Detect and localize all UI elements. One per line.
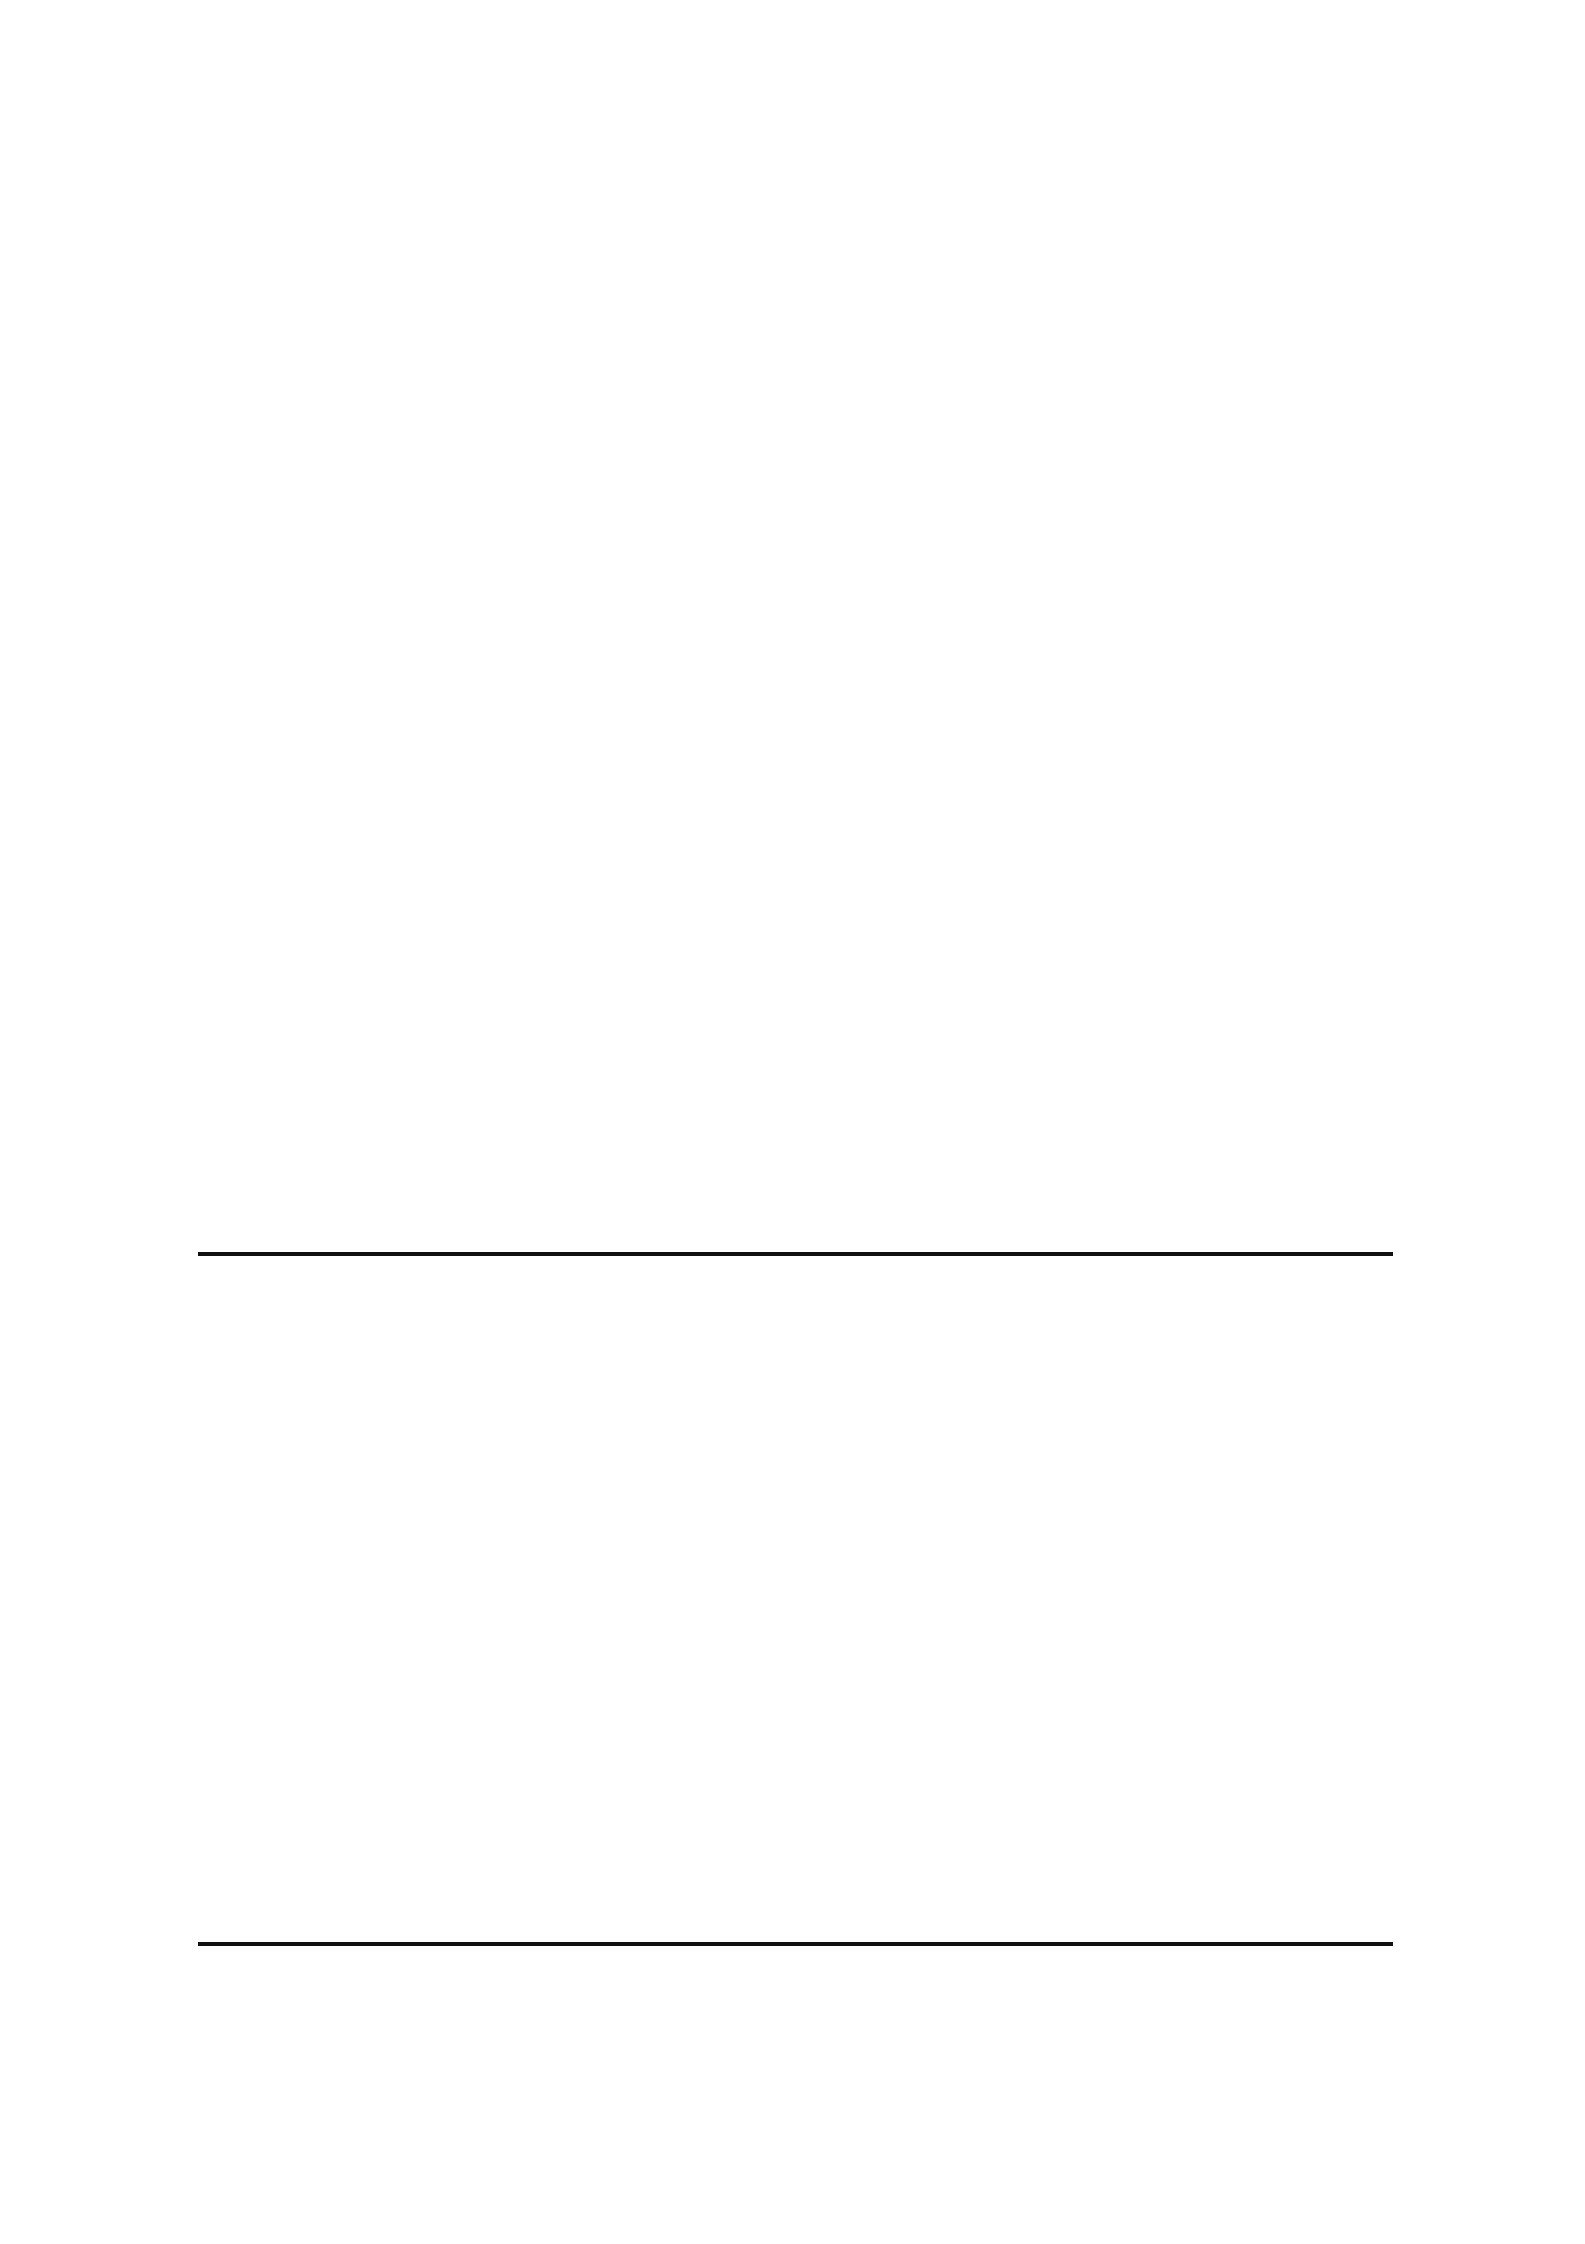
figure-bottom-rule xyxy=(198,1942,1393,1946)
